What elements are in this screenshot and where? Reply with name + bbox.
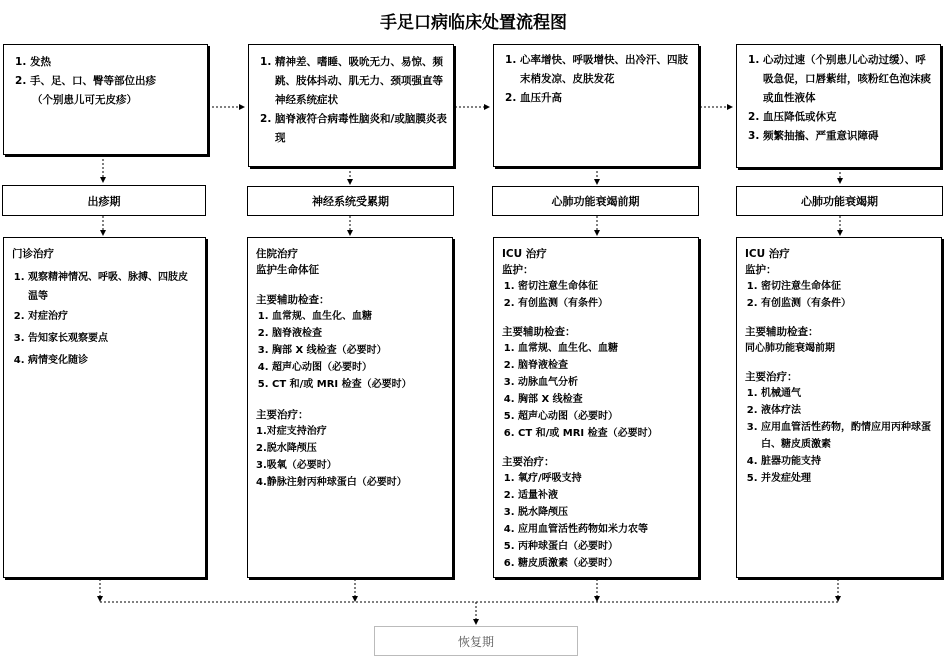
treat-item: 1.对症支持治疗 <box>256 426 327 437</box>
symptom-item: 2. 血压降低或休克 <box>763 108 934 127</box>
symptom-item: 1. 心动过速（个别患儿心动过缓）、呼吸急促，口唇紫绀，咳粉红色泡沫痰或血性液体 <box>763 51 934 108</box>
treatment-item: 3. 告知家长观察要点 <box>28 328 197 350</box>
stage-box-1: 出疹期 <box>2 185 206 216</box>
treat-item: 3. 应用血管活性药物，酌情应用丙种球蛋白、糖皮质激素 <box>761 419 933 453</box>
exam-label: 主要辅助检查： <box>502 326 576 338</box>
monitor-item: 2. 有创监测（有条件） <box>761 295 933 312</box>
exam-item: 2. 脑脊液检查 <box>272 325 444 342</box>
recovery-box: 恢复期 <box>374 626 578 656</box>
treatment-heading: 门诊治疗 <box>12 248 54 260</box>
symptom-item: 1. 心率增快、呼吸增快、出冷汗、四肢末梢发凉、皮肤发花 <box>520 51 692 89</box>
treat-item: 3. 脱水降颅压 <box>518 504 690 521</box>
treat-item: 4. 应用血管活性药物如米力农等 <box>518 521 690 538</box>
treat-item: 5. 并发症处理 <box>761 470 933 487</box>
exam-item: 5. 超声心动图（必要时） <box>518 408 690 425</box>
exam-item: 4. 超声心动图（必要时） <box>272 359 444 376</box>
treat-label: 主要治疗： <box>745 371 798 383</box>
treatment-box-3 <box>493 237 699 578</box>
monitor-item: 1. 密切注意生命体征 <box>761 278 933 295</box>
treatment-item: 2. 对症治疗 <box>28 306 197 328</box>
treatment-item: 1. 观察精神情况、呼吸、脉搏、四肢皮温等 <box>28 268 197 306</box>
exam-item: 3. 动脉血气分析 <box>518 374 690 391</box>
treat-item: 2. 适量补液 <box>518 487 690 504</box>
treat-item: 1. 氧疗/呼吸支持 <box>518 470 690 487</box>
treat-item: 5. 丙种球蛋白（必要时） <box>518 538 690 555</box>
treatment-heading: ICU 治疗 <box>745 248 790 260</box>
symptom-box-1 <box>3 44 208 155</box>
symptom-item: 2. 血压升高 <box>520 89 692 108</box>
exam-item: 1. 血常规、血生化、血糖 <box>518 340 690 357</box>
diagram-title: 手足口病临床处置流程图 <box>380 13 567 33</box>
symptom-box-4 <box>736 44 941 168</box>
exam-text: 同心肺功能衰竭前期 <box>745 343 835 354</box>
stage-box-3: 心肺功能衰竭前期 <box>492 186 699 216</box>
treat-item: 3.吸氧（必要时） <box>256 460 337 471</box>
symptom-box-3 <box>493 44 699 167</box>
exam-label: 主要辅助检查： <box>256 294 330 306</box>
treat-item: 2.脱水降颅压 <box>256 443 317 454</box>
symptom-box-2 <box>248 44 454 167</box>
symptom-item: 1. 发热 <box>30 53 203 72</box>
treatment-heading: 住院治疗 <box>256 248 298 260</box>
monitor-item: 2. 有创监测（有条件） <box>518 295 690 312</box>
monitor-label: 监护： <box>745 264 777 276</box>
exam-item: 1. 血常规、血生化、血糖 <box>272 308 444 325</box>
treatment-box-2 <box>247 237 453 578</box>
exam-item: 2. 脑脊液检查 <box>518 357 690 374</box>
symptom-item: 1. 精神差、嗜睡、吸吮无力、易惊、频跳、肢体抖动、肌无力、颈项强直等神经系统症状 <box>275 53 447 110</box>
symptom-item: 2. 手、足、口、臀等部位出疹 <box>30 72 203 91</box>
exam-item: 4. 胸部 X 线检查 <box>518 391 690 408</box>
treat-item: 6. 糖皮质激素（必要时） <box>518 555 690 572</box>
treatment-box-4 <box>736 237 942 578</box>
symptom-item: 2. 脑脊液符合病毒性脑炎和/或脑膜炎表现 <box>275 110 447 148</box>
treatment-box-1 <box>3 237 206 578</box>
treat-label: 主要治疗： <box>256 409 309 421</box>
treat-item: 4.静脉注射丙种球蛋白（必要时） <box>256 477 407 488</box>
exam-item: 3. 胸部 X 线检查（必要时） <box>272 342 444 359</box>
treat-item: 4. 脏器功能支持 <box>761 453 933 470</box>
treat-item: 1. 机械通气 <box>761 385 933 402</box>
treatment-item: 4. 病情变化随诊 <box>28 350 197 372</box>
treatment-heading: ICU 治疗 <box>502 248 547 260</box>
treat-label: 主要治疗： <box>502 456 555 468</box>
stage-box-2: 神经系统受累期 <box>247 186 454 216</box>
treatment-subheading: 监护生命体征 <box>256 264 319 276</box>
treat-item: 2. 液体疗法 <box>761 402 933 419</box>
exam-item: 5. CT 和/或 MRI 检查（必要时） <box>272 376 444 393</box>
monitor-item: 1. 密切注意生命体征 <box>518 278 690 295</box>
exam-label: 主要辅助检查： <box>745 326 819 338</box>
exam-item: 6. CT 和/或 MRI 检查（必要时） <box>518 425 690 442</box>
symptom-note: （个别患儿可无皮疹） <box>32 94 137 106</box>
symptom-item: 3. 频繁抽搐、严重意识障碍 <box>763 127 934 146</box>
stage-box-4: 心肺功能衰竭期 <box>736 186 943 216</box>
monitor-label: 监护： <box>502 264 534 276</box>
